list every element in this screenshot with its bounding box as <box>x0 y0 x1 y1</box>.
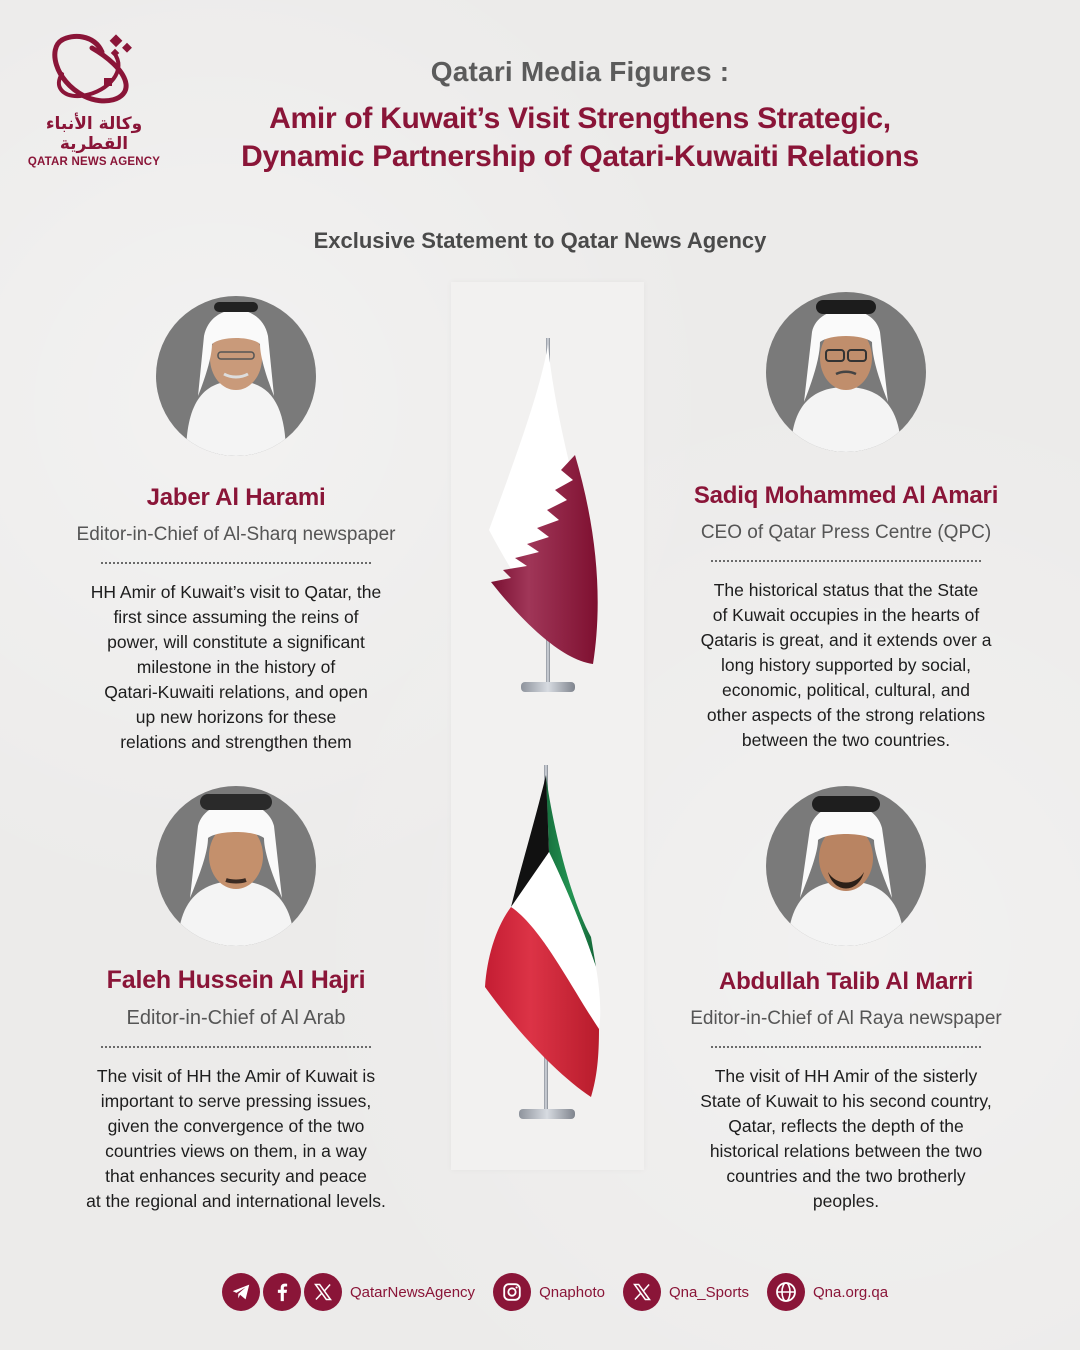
quote-line: of Kuwait occupies in the hearts of <box>712 605 980 625</box>
quote-line: HH Amir of Kuwait’s visit to Qatar, the <box>90 582 382 602</box>
quote-line: The visit of HH Amir of the sisterly <box>714 1066 978 1086</box>
flags-panel <box>451 282 644 1170</box>
qna-sports-link[interactable]: Qna_Sports <box>668 1283 749 1301</box>
title-line-1: Amir of Kuwait’s Visit Strengthens Strategic, <box>269 102 891 135</box>
social-footer <box>222 1273 906 1311</box>
quote-line: between the two countries. <box>741 730 951 750</box>
person-role: Editor-in-Chief of Al-Sharq newspaper <box>76 524 396 545</box>
avatar <box>766 292 926 452</box>
person-portrait-icon <box>766 292 926 452</box>
quote-line: The visit of HH the Amir of Kuwait is <box>96 1066 376 1086</box>
quote-line: important to serve pressing issues, <box>100 1091 372 1111</box>
person-quote <box>56 580 416 755</box>
person-quote <box>666 578 1026 753</box>
dotted-divider <box>711 1038 981 1048</box>
avatar <box>156 296 316 456</box>
quote-line: first since assuming the reins of <box>113 607 359 627</box>
facebook-icon[interactable] <box>263 1273 301 1311</box>
quote-line: The historical status that the State <box>713 580 979 600</box>
quote-line: Qataris is great, and it extends over a <box>700 630 992 650</box>
person-portrait-icon <box>156 786 316 946</box>
qnaphoto-link[interactable]: Qnaphoto <box>539 1283 605 1301</box>
person-role: Editor-in-Chief of Al Arab <box>126 1007 346 1029</box>
quote-line: economic, political, cultural, and <box>721 680 971 700</box>
person-card-jaber-al-harami <box>56 296 416 755</box>
person-name: Abdullah Talib Al Marri <box>718 968 974 995</box>
person-quote <box>666 1064 1026 1214</box>
avatar <box>766 786 926 946</box>
quote-line: historical relations between the two <box>709 1141 983 1161</box>
quote-line: other aspects of the strong relations <box>706 705 986 725</box>
kuwait-flag-icon <box>451 757 644 1137</box>
quote-line: that enhances security and peace <box>105 1166 367 1186</box>
person-quote <box>56 1064 416 1214</box>
qatarnewsagency-link[interactable]: QatarNewsAgency <box>350 1283 476 1301</box>
person-card-abdullah-al-marri <box>666 786 1026 1214</box>
person-role: CEO of Qatar Press Centre (QPC) <box>700 522 992 543</box>
header-kicker: Qatari Media Figures : <box>430 56 730 87</box>
quote-line: peoples. <box>812 1191 880 1211</box>
logo-english-text: QATAR NEWS AGENCY <box>27 156 161 168</box>
x-icon[interactable] <box>623 1273 661 1311</box>
person-role: Editor-in-Chief of Al Raya newspaper <box>690 1008 1002 1029</box>
qna-emblem-icon <box>44 30 144 108</box>
header <box>180 56 980 176</box>
person-card-sadiq-al-amari <box>666 292 1026 753</box>
telegram-icon[interactable] <box>222 1273 260 1311</box>
qna-logo <box>24 30 164 168</box>
logo-arabic-text: وكالة الأنباء القطرية <box>45 114 143 154</box>
quote-line: relations and strengthen them <box>120 732 352 752</box>
person-name: Faleh Hussein Al Hajri <box>106 966 366 994</box>
dotted-divider <box>711 552 981 562</box>
avatar <box>156 786 316 946</box>
title-line-2: Dynamic Partnership of Qatari-Kuwaiti Relations <box>241 140 919 173</box>
quote-line: Qatar, reflects the depth of the <box>728 1116 964 1136</box>
dotted-divider <box>101 554 371 564</box>
quote-line: long history supported by social, <box>721 655 971 675</box>
quote-line: power, will constitute a significant <box>107 632 365 652</box>
quote-line: State of Kuwait to his second country, <box>700 1091 992 1111</box>
person-portrait-icon <box>766 786 926 946</box>
person-portrait-icon <box>156 296 316 456</box>
qatar-flag-icon <box>451 330 644 700</box>
dotted-divider <box>101 1038 371 1048</box>
person-name: Sadiq Mohammed Al Amari <box>693 482 999 509</box>
qna-website-link[interactable]: Qna.org.qa <box>813 1283 889 1301</box>
globe-icon[interactable] <box>767 1273 805 1311</box>
instagram-icon[interactable] <box>493 1273 531 1311</box>
quote-line: countries and the two brotherly <box>726 1166 966 1186</box>
page-title <box>180 100 980 176</box>
x-icon[interactable] <box>304 1273 342 1311</box>
person-name: Jaber Al Harami <box>146 484 326 511</box>
quote-line: milestone in the history of <box>136 657 336 677</box>
quote-line: countries views on them, in a way <box>105 1141 367 1161</box>
quote-line: given the convergence of the two <box>107 1116 365 1136</box>
person-card-faleh-al-hajri <box>56 786 416 1214</box>
quote-line: Qatari-Kuwaiti relations, and open <box>104 682 368 702</box>
quote-line: at the regional and international levels. <box>86 1191 386 1211</box>
page-subtitle: Exclusive Statement to Qatar News Agency <box>313 228 767 253</box>
quote-line: up new horizons for these <box>135 707 337 727</box>
